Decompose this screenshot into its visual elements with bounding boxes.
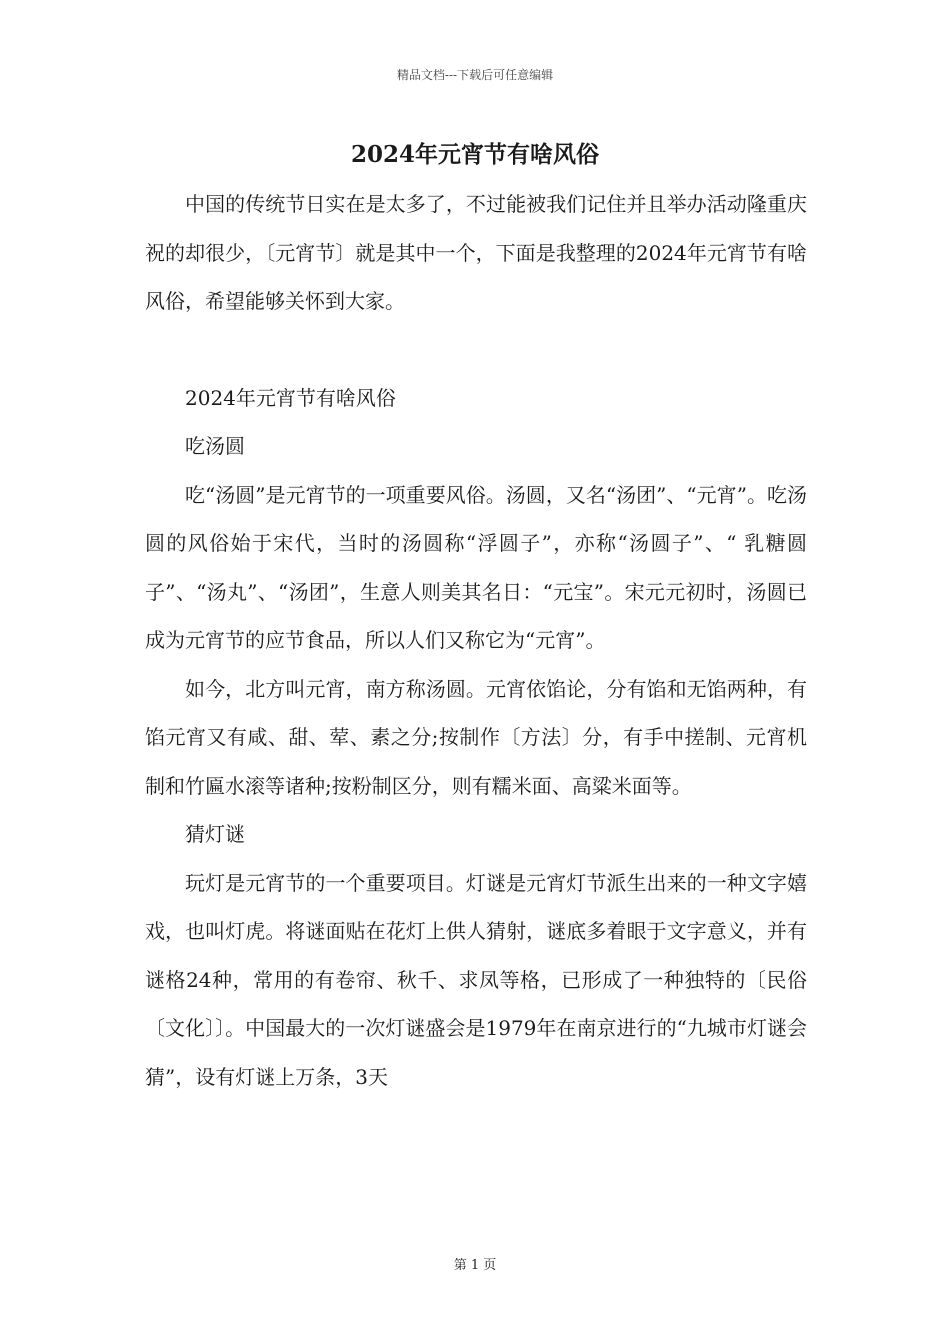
page-header: 精品文档---下载后可任意编辑 <box>396 68 554 82</box>
spacer <box>145 326 807 374</box>
document-body <box>145 180 807 1101</box>
paragraph-tangyuan-1: 吃“汤圆”是元宵节的一项重要风俗。汤圆，又名“汤团”、“元宵”。吃汤圆的风俗始于宋代，当时的汤圆称“浮圆子”，亦称“汤圆子”、“ 乳糖圆子”、“汤丸”、“汤团”，生意人则美其名日：“元宝”。宋元元初时，汤圆已成为元宵节的应节食品，所以人们又称它为“元宵”。 <box>145 482 807 652</box>
page-number: 第 1 页 <box>453 1258 497 1273</box>
intro-paragraph: 中国的传统节日实在是太多了，不过能被我们记住并且举办活动隆重庆祝的却很少，〔元宵节〕就是其中一个，下面是我整理的2024年元宵节有啥风俗，希望能够关怀到大家。 <box>145 192 807 313</box>
section-heading-dengmi: 猜灯谜 <box>185 822 245 846</box>
paragraph-dengmi-1: 玩灯是元宵节的一个重要项目。灯谜是元宵灯节派生出来的一种文字嬉戏，也叫灯虎。将谜面贴在花灯上供人猜射，谜底多着眼于文字意义，并有谜格24种，常用的有卷帘、秋千、求凤等格，已形成了一种独特的〔民俗〔文化〕〕。中国最大的一次灯谜盛会是1979年在南京进行的“九城市灯谜会猜”，设有灯谜上万条，3天 <box>145 870 807 1089</box>
document-title: 2024年元宵节有啥风俗 <box>350 141 599 168</box>
paragraph-tangyuan-2: 如今，北方叫元宵，南方称汤圆。元宵依馅论，分有馅和无馅两种，有馅元宵又有咸、甜、荤、素之分;按制作〔方法〕分，有手中搓制、元宵机制和竹匾水滚等诸种;按粉制区分，则有糯米面、高粱米面等。 <box>145 676 807 798</box>
section-title: 2024年元宵节有啥风俗 <box>185 385 396 410</box>
section-heading-tangyuan: 吃汤圆 <box>185 434 245 458</box>
